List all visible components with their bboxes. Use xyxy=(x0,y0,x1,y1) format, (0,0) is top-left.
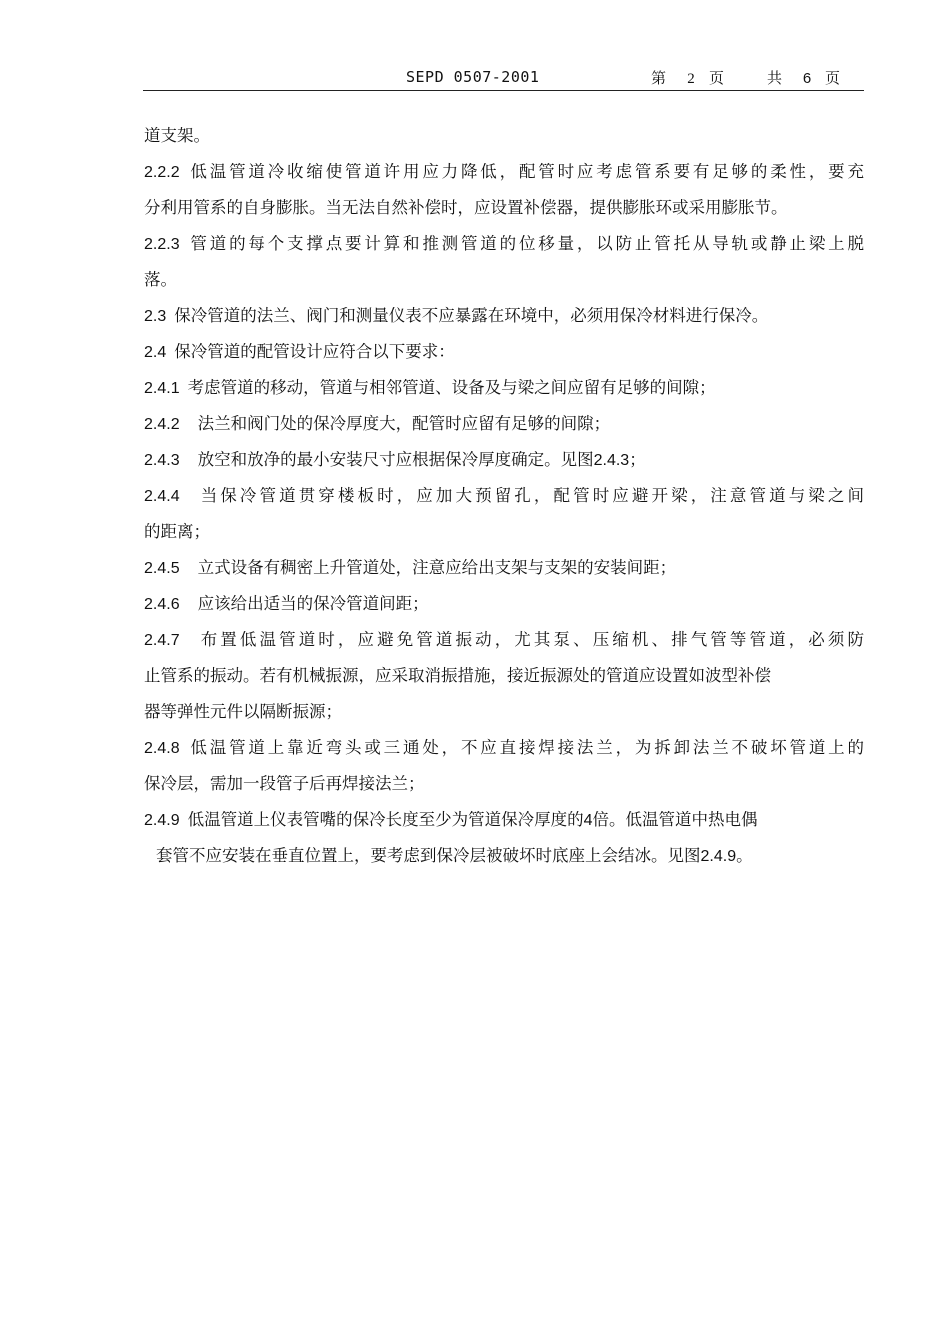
page-header xyxy=(143,66,864,91)
clause-2-2-3 xyxy=(144,226,864,262)
clause-2-4-5 xyxy=(144,550,864,586)
clause-number: 2.4.4 xyxy=(144,488,180,505)
multiplier-value: 4 xyxy=(583,812,593,829)
line-tail: 。 xyxy=(736,846,753,865)
clause-text: 低温管道冷收缩使管道许用应力降低，配管时应考虑管系要有足够的柔性，要充 xyxy=(187,162,864,181)
clause-number: 2.3 xyxy=(144,308,167,325)
clause-2-4 xyxy=(144,334,864,370)
clause-2-4-1 xyxy=(144,370,864,406)
clause-number: 2.2.2 xyxy=(144,164,180,181)
page-number: 2 xyxy=(687,71,695,87)
text-line xyxy=(144,766,864,802)
clause-number: 2.4.2 xyxy=(144,416,180,433)
total-pages: 6 xyxy=(802,70,812,87)
line-text: 器等弹性元件以隔断振源； xyxy=(144,702,342,721)
clause-number: 2.4.8 xyxy=(144,740,180,757)
clause-number: 2.4.3 xyxy=(144,452,180,469)
clause-2-4-3 xyxy=(144,442,864,478)
text-line xyxy=(144,190,864,226)
text-line xyxy=(144,262,864,298)
line-text: 落。 xyxy=(144,270,177,289)
clause-2-4-9 xyxy=(144,802,864,838)
clause-text: 保冷管道的配管设计应符合以下要求： xyxy=(174,342,455,361)
page-indicator xyxy=(651,67,847,88)
text-line xyxy=(144,658,864,694)
clause-tail: ； xyxy=(629,450,646,469)
clause-2-4-6 xyxy=(144,586,864,622)
figure-reference: 2.4.9 xyxy=(700,848,737,865)
clause-2-3 xyxy=(144,298,864,334)
text-line xyxy=(144,838,864,874)
clause-2-4-2 xyxy=(144,406,864,442)
document-body xyxy=(144,118,864,874)
text-line xyxy=(144,694,864,730)
clause-number: 2.4.5 xyxy=(144,560,180,577)
clause-text: 法兰和阀门处的保冷厚度大，配管时应留有足够的间隙； xyxy=(197,414,611,433)
line-text: 保冷层，需加一段管子后再焊接法兰； xyxy=(144,774,425,793)
clause-number: 2.2.3 xyxy=(144,236,180,253)
figure-reference: 2.4.3 xyxy=(593,452,630,469)
clause-text: 低温管道上靠近弯头或三通处，不应直接焊接法兰，为拆卸法兰不破坏管道上的 xyxy=(187,738,864,757)
clause-text: 应该给出适当的保冷管道间距； xyxy=(197,594,429,613)
clause-text-continued: 倍。低温管道中热电偶 xyxy=(592,810,758,829)
clause-2-2-2 xyxy=(144,154,864,190)
total-unit: 页 xyxy=(825,69,841,87)
clause-number: 2.4 xyxy=(144,344,167,361)
line-text: 的距离； xyxy=(144,522,210,541)
clause-2-4-7 xyxy=(144,622,864,658)
clause-number: 2.4.7 xyxy=(144,632,180,649)
clause-text: 布置低温管道时，应避免管道振动，尤其泵、压缩机、排气管等管道，必须防 xyxy=(197,630,864,649)
clause-2-4-4 xyxy=(144,478,864,514)
clause-number: 2.4.1 xyxy=(144,380,180,397)
clause-text: 立式设备有稠密上升管道处，注意应给出支架与支架的安装间距； xyxy=(197,558,677,577)
text-line xyxy=(144,118,864,154)
text-line xyxy=(144,514,864,550)
total-label: 共 xyxy=(767,69,783,87)
line-text: 道支架。 xyxy=(144,126,210,145)
line-text: 分利用管系的自身膨胀。当无法自然补偿时，应设置补偿器，提供膨胀环或采用膨胀节。 xyxy=(144,198,788,217)
clause-text: 考虑管道的移动，管道与相邻管道、设备及与梁之间应留有足够的间隙； xyxy=(187,378,716,397)
page-label: 第 xyxy=(651,69,667,87)
document-code: SEPD 0507-2001 xyxy=(406,68,540,86)
clause-2-4-8 xyxy=(144,730,864,766)
clause-number: 2.4.9 xyxy=(144,812,180,829)
line-text: 套管不应安装在垂直位置上，要考虑到保冷层被破坏时底座上会结冰。见图 xyxy=(156,846,701,865)
clause-text: 管道的每个支撑点要计算和推测管道的位移量，以防止管托从导轨或静止梁上脱 xyxy=(187,234,864,253)
clause-text: 保冷管道的法兰、阀门和测量仪表不应暴露在环境中，必须用保冷材料进行保冷。 xyxy=(174,306,769,325)
clause-text: 低温管道上仪表管嘴的保冷长度至少为管道保冷厚度的 xyxy=(187,810,584,829)
clause-text: 当保冷管道贯穿楼板时，应加大预留孔，配管时应避开梁，注意管道与梁之间 xyxy=(197,486,864,505)
clause-number: 2.4.6 xyxy=(144,596,180,613)
page-unit: 页 xyxy=(709,69,725,87)
clause-text: 放空和放净的最小安装尺寸应根据保冷厚度确定。见图 xyxy=(197,450,594,469)
line-text: 止管系的振动。若有机械振源，应采取消振措施，接近振源处的管道应设置如波型补偿 xyxy=(144,666,771,685)
